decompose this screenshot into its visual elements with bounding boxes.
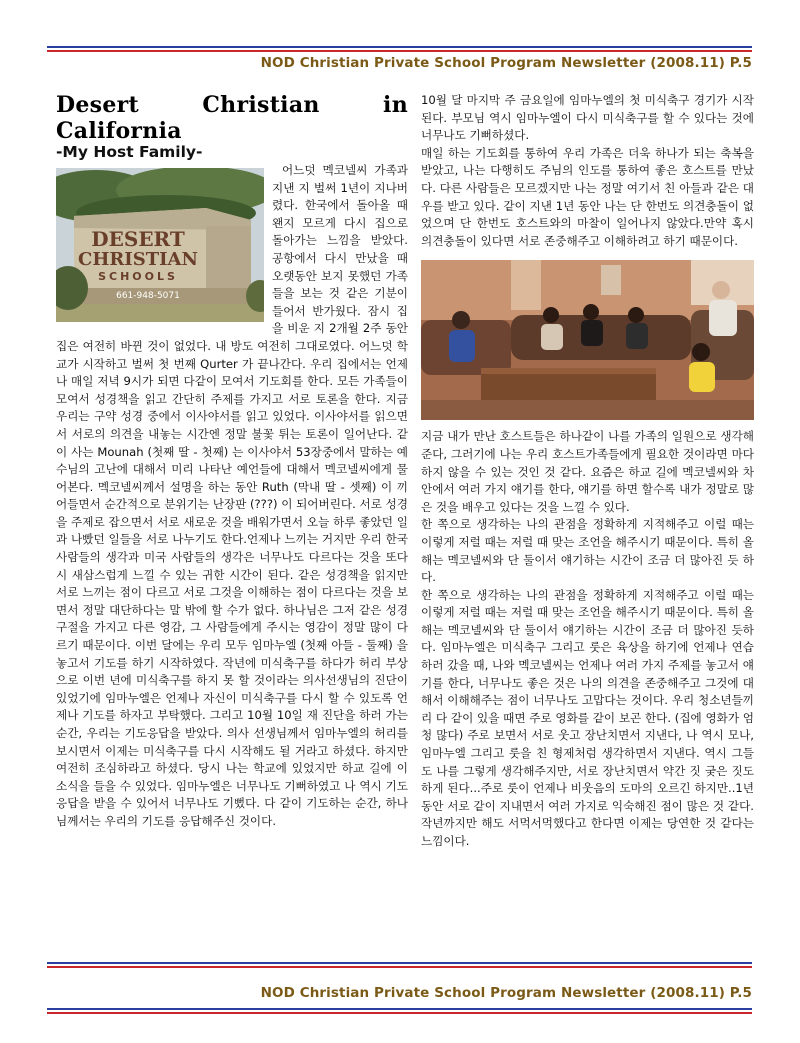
sign-line3: SCHOOLS <box>98 270 178 283</box>
footer-rule-bottom <box>47 1008 752 1014</box>
right-paragraph-1: 10월 달 마지막 주 금요일에 임마누엘의 첫 미식축구 경기가 시작된다. 부모님 역시 임마누엘이 다시 미식축구를 할 수 있다는 것에 너무나도 기뻐하셨다. <box>421 93 754 143</box>
header-rule <box>47 46 752 52</box>
right-paragraph-2: 매일 하는 기도회를 통하여 우리 가족은 더욱 하나가 되는 축복을 받았고, 나는 다행히도 주님의 인도를 통하여 좋은 호스트를 만났다. 다른 사람들은 모르겠지만 나는 정말 여기서 친 아들과 같은 대우를 받고 있다. 같이 지낸 1년 동안 나는 단 한번도 의견충돌이 없었으며 단 한번도 호스트와의 마찰이 일어나지 않았다.만약 혹시 의견충돌이 있다면 서로 존중해주고 이해하려고 하기 때문이다. <box>421 145 754 248</box>
host-family-image <box>421 260 754 420</box>
school-sign-photo <box>56 168 264 322</box>
sign-line2: CHRISTIAN <box>78 249 198 270</box>
right-paragraph-3: 지금 내가 만난 호스트들은 하나같이 나를 가족의 일원으로 생각해준다, 그러기에 나는 우리 호스트가족들에게 필요한 것이라면 마다하지 않을 수 있는 것인 것 같다. 요즘은 하교 길에 멕코넬씨와 차 안에서 여러 가지 얘기를 한다, 얘기를 하면 할수록 내가 정말로 많은 것을 배우고 있다는 것을 느낄 수 있다. <box>421 429 754 514</box>
right-paragraph-5: 한 쪽으로 생각하는 나의 관점을 정확하게 지적해주고 이럴 때는 이렇게 저럴 때는 저럴 때 맞는 조언을 해주시기 때문이다. 특히 올해는 멕코넬씨와 단 둘이서 얘기하는 시간이 조금 더 많아진 듯하다. 임마누엘은 미식축구 그리고 룻은 육상을 하기에 언제나 연습하러 갔을 때, 나와 멕코넬씨는 언제나 여러 가지 주제를 놓고서 얘기를 한다, 너무나도 좋은 것은 나의 의견을 존중해주고 그것에 대해서 이해해주는 점이 너무나도 고맙다는 것이다. 우리 청소년들끼리 다 같이 있을 때면 주로 영화를 같이 보곤 한다. (집에 영화가 엄청 많다) 주로 보면서 서로 웃고 장난치면서 지낸다, 나 역시 모나, 임마누엘 그리고 룻을 친 형제처럼 생각하면서 지낸다. 역시 그들도 나를 그렇게 생각해주지만, 서로 장난치면서 약간 짓 궂은 짓도 하게 된다...주로 룻이 언제나 비웃음의 도마의 오르긴 하지만..1년 동안 서로 같이 지내면서 여러 가지로 익숙해진 점이 많은 것 같다. 작년까지만 해도 서먹서먹했다고 한다면 이제는 당연한 것 같다는 느낌이다. <box>421 587 754 848</box>
article-subtitle: -My Host Family- <box>56 143 203 161</box>
right-column <box>421 92 754 851</box>
left-column <box>56 92 408 831</box>
footer-rule-top <box>47 962 752 968</box>
sign-phone: 661-948-5071 <box>116 291 180 301</box>
page-header: NOD Christian Private School Program Newsletter (2008.11) P.5 <box>260 55 752 71</box>
host-family-photo <box>421 260 754 420</box>
page-footer: NOD Christian Private School Program Newsletter (2008.11) P.5 <box>260 985 752 1001</box>
sign-line1: DESERT <box>91 227 185 251</box>
left-paragraph-1: 어느덧 멕코넬씨 가족과 지낸 지 벌써 1년이 지나버렸다. 한국에서 돌아올 때 왠지 모르게 다시 집으로 돌아가는 느낌을 받았다. 공항에서 다시 만났을 때 오랫동안 보지 못했던 가족들을 보는 것 같은 기분이 들어서 반가웠다. 잠시 집을 비운 지 2개월 2주 동안 집은 여전히 바뀐 것이 없었다. 내 방도 여전히 그대로였다. 어느덧 학교가 시작하고 벌써 첫 번째 Qurter 가 끝나간다. 우리 집에서는 언제나 매일 저녁 9시가 되면 다같이 모여서 기도회를 한다. 모든 가족들이 모여서 성경책을 읽고 간단히 주제를 가지고 서로 토론을 한다. 지금 우리는 구약 성경 중에서 이사야서를 읽고 있었다. 이사야서를 읽으면서 서로의 의견을 내놓는 시간엔 정말 불꽃 튀는 토론이 일어난다. 같이 사는 Mounah (첫째 딸 - 첫째) 는 이사야서 53장중에서 말하는 예수님의 고난에 대해서 미리 나타난 예언들에 대해서 멕코넬씨에게 물어본다. 멕코넬씨께서 설명을 하는 동안 Ruth (막내 딸 - 셋째) 이 끼어들면서 순간적으로 분위기는 난장판 (???) 이 되어버린다. 서로 성경을 주제로 잡으면서 서로 새로운 것을 배워가면서 오늘 하루 좋았던 일과 나빴던 일들을 서로 나누기도 한다.언제나 느끼는 거지만 우리 한국사람들의 생각과 미국 사람들의 생각은 너무나도 다르다는 것을 또다시 새삼스럽게 느낄 수 있는 귀한 시간이 된다. 같은 성경책을 읽지만 서로 느끼는 점이 다르고 서로 그것을 이해하는 점이 다르다는 것을 보면서 정말 대단하다는 말 밖에 할 수가 없다. 하나님은 그저 같은 성경구절을 가지고 다른 영감, 그 사람들에게 주시는 영감이 정말 많이 다르기 때문이다. 이번 달에는 우리 모두 임마누엘 (첫째 아들 - 둘째) 을 놓고서 기도를 하기 시작하였다. 작년에 미식축구를 하다가 허리 부상으로 이번 년에 미식축구를 하지 못 할 것이라는 의사선생님의 진단이 있었기에 임마누엘은 언제나 자신이 미식축구를 다시 할 수 있도록 언제나 기도를 하자고 부탁했다. 그리고 10월 10일 재 진단을 하러 가는 순간, 우리는 기도응답을 받았다. 의사 선생님께서 임마누엘의 허리를 보시면서 이제는 미식축구를 다시 시작해도 될 거라고 하셨다. 하지만 여전히 조심하라고 하셨다. 당시 나는 학교에 있었지만 하교 길에 이 소식을 들을 수 있었다. 임마누엘은 너무나도 기뻐하였고 나 역시 기도응답을 받을 수 있어서 너무나도 기뻤다. 다 같이 기도하는 순간, 하나님께서는 우리의 기도를 응답해주신 것이다. <box>56 163 408 828</box>
right-paragraph-4: 한 쪽으로 생각하는 나의 관점을 정확하게 지적해주고 이럴 때는 이렇게 저럴 때는 저럴 때 맞는 조언을 해주시기 때문이다. 특히 올해는 멕코넬씨와 단 둘이서 얘기하는 시간이 조금 더 많아진 듯 하다. <box>421 517 754 585</box>
school-sign-image <box>56 168 264 322</box>
article-title: Desert Christian in California <box>56 92 408 144</box>
